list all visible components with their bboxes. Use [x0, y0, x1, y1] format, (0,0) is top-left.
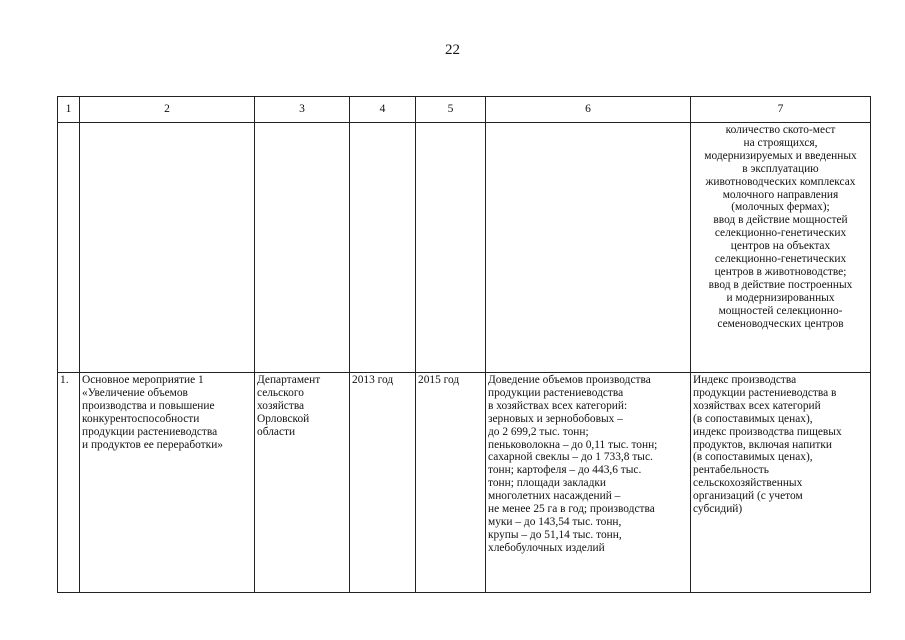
cell-text-line: организаций (с учетом — [693, 490, 803, 503]
expected-result-cell — [486, 373, 691, 593]
cell-text-line: Индекс производства — [693, 374, 797, 386]
cell-text-line: молочного направления — [722, 188, 839, 201]
cell-text-line: (в сопоставимых ценах), — [693, 451, 813, 464]
cell-text-line: рентабельность — [693, 464, 769, 477]
cell-text-line: пеньковолокна – до 0,11 тыс. тонн; — [488, 438, 658, 451]
cell-text-line: субсидий) — [693, 503, 743, 516]
cell-text-line: ввод в действие построенных — [708, 278, 853, 291]
start-year-cell: 2013 год — [350, 373, 416, 593]
cell-text-line: центров на объектах — [730, 240, 831, 253]
cell-text-line: количество ското-мест — [725, 124, 836, 136]
cell-text-line: модернизируемых и введенных — [704, 149, 857, 162]
cell-text-line: мощностей селекционно- — [718, 304, 843, 317]
column-header: 2 — [80, 97, 255, 123]
cell-text-line: продуктов, включая напитки — [693, 438, 832, 451]
column-number-row — [58, 97, 871, 123]
cell-text-line: сельского — [257, 386, 304, 399]
start-year-cell — [350, 123, 416, 373]
column-header: 1 — [58, 97, 80, 123]
cell-text-line: конкурентоспособности — [82, 412, 200, 425]
column-header: 5 — [416, 97, 486, 123]
cell-text-line: хлебобулочных изделий — [488, 541, 605, 554]
indicator-cell — [691, 123, 871, 373]
executor-cell — [255, 123, 350, 373]
cell-text-line: «Увеличение объемов — [82, 386, 188, 399]
cell-text-line: животноводческих комплексах — [705, 175, 856, 188]
cell-text-line: Доведение объемов производства — [488, 374, 651, 386]
cell-text-line: семеноводческих центров — [717, 317, 844, 330]
end-year-cell — [416, 123, 486, 373]
measure-name-cell — [80, 373, 255, 593]
row-number-cell — [58, 123, 80, 373]
cell-text-line: крупы – до 51,14 тыс. тонн, — [488, 528, 622, 541]
cell-text-line: производства и повышение — [82, 399, 215, 412]
cell-text-line: зерновых и зернобобовых – — [488, 412, 623, 425]
cell-text-line: центров в животноводстве; — [714, 265, 847, 278]
cell-text-line: многолетних насаждений – — [488, 490, 621, 503]
cell-text-line: индекс производства пищевых — [693, 425, 842, 438]
cell-text-line: и модернизированных — [726, 291, 835, 304]
cell-text-line: (в сопоставимых ценах), — [693, 412, 813, 425]
cell-text-line: муки – до 143,54 тыс. тонн, — [488, 515, 622, 528]
cell-text-line: на строящихся, — [743, 136, 818, 149]
cell-text-line: тонн; площади закладки — [488, 477, 607, 490]
page-number: 22 — [445, 42, 460, 58]
indicator-cell — [691, 373, 871, 593]
table-row-measure-1 — [58, 373, 871, 593]
cell-text-line: продукции растениеводства — [82, 425, 218, 438]
cell-text-line: до 2 699,2 тыс. тонн; — [488, 425, 589, 438]
cell-text-line: продукции растениеводства в — [693, 386, 837, 399]
cell-text-line: и продуктов ее переработки» — [82, 438, 223, 451]
executor-cell — [255, 373, 350, 593]
measures-table — [57, 96, 871, 593]
cell-text-line: селекционно-генетических — [714, 227, 847, 240]
cell-text-line: ввод в действие мощностей — [713, 214, 848, 227]
column-header: 6 — [486, 97, 691, 123]
cell-text-line: Основное мероприятие 1 — [82, 374, 204, 386]
column-header: 4 — [350, 97, 416, 123]
end-year-cell: 2015 год — [416, 373, 486, 593]
cell-text-line: Орловской — [257, 412, 310, 425]
cell-text-line: продукции растениеводства — [488, 386, 624, 399]
table-row-continuation — [58, 123, 871, 373]
cell-text-line: (молочных фермах); — [731, 201, 830, 214]
cell-text-line: не менее 25 га в год; производства — [488, 503, 655, 516]
cell-text-line: Департамент — [257, 374, 321, 386]
cell-text-line: сельскохозяйственных — [693, 477, 803, 490]
cell-text-line: в эксплуатацию — [742, 162, 819, 175]
row-number-cell: 1. — [58, 373, 80, 593]
column-header: 3 — [255, 97, 350, 123]
cell-text-line: хозяйствах всех категорий — [693, 399, 821, 412]
cell-text-line: селекционно-генетических — [714, 253, 847, 266]
cell-text-line: области — [257, 425, 296, 438]
cell-text-line: хозяйства — [257, 399, 305, 412]
measure-name-cell — [80, 123, 255, 373]
cell-text-line: тонн; картофеля – до 443,6 тыс. — [488, 464, 642, 477]
cell-text-line: в хозяйствах всех категорий: — [488, 399, 628, 412]
expected-result-cell — [486, 123, 691, 373]
column-header: 7 — [691, 97, 871, 123]
cell-text-line: сахарной свеклы – до 1 733,8 тыс. — [488, 451, 653, 464]
